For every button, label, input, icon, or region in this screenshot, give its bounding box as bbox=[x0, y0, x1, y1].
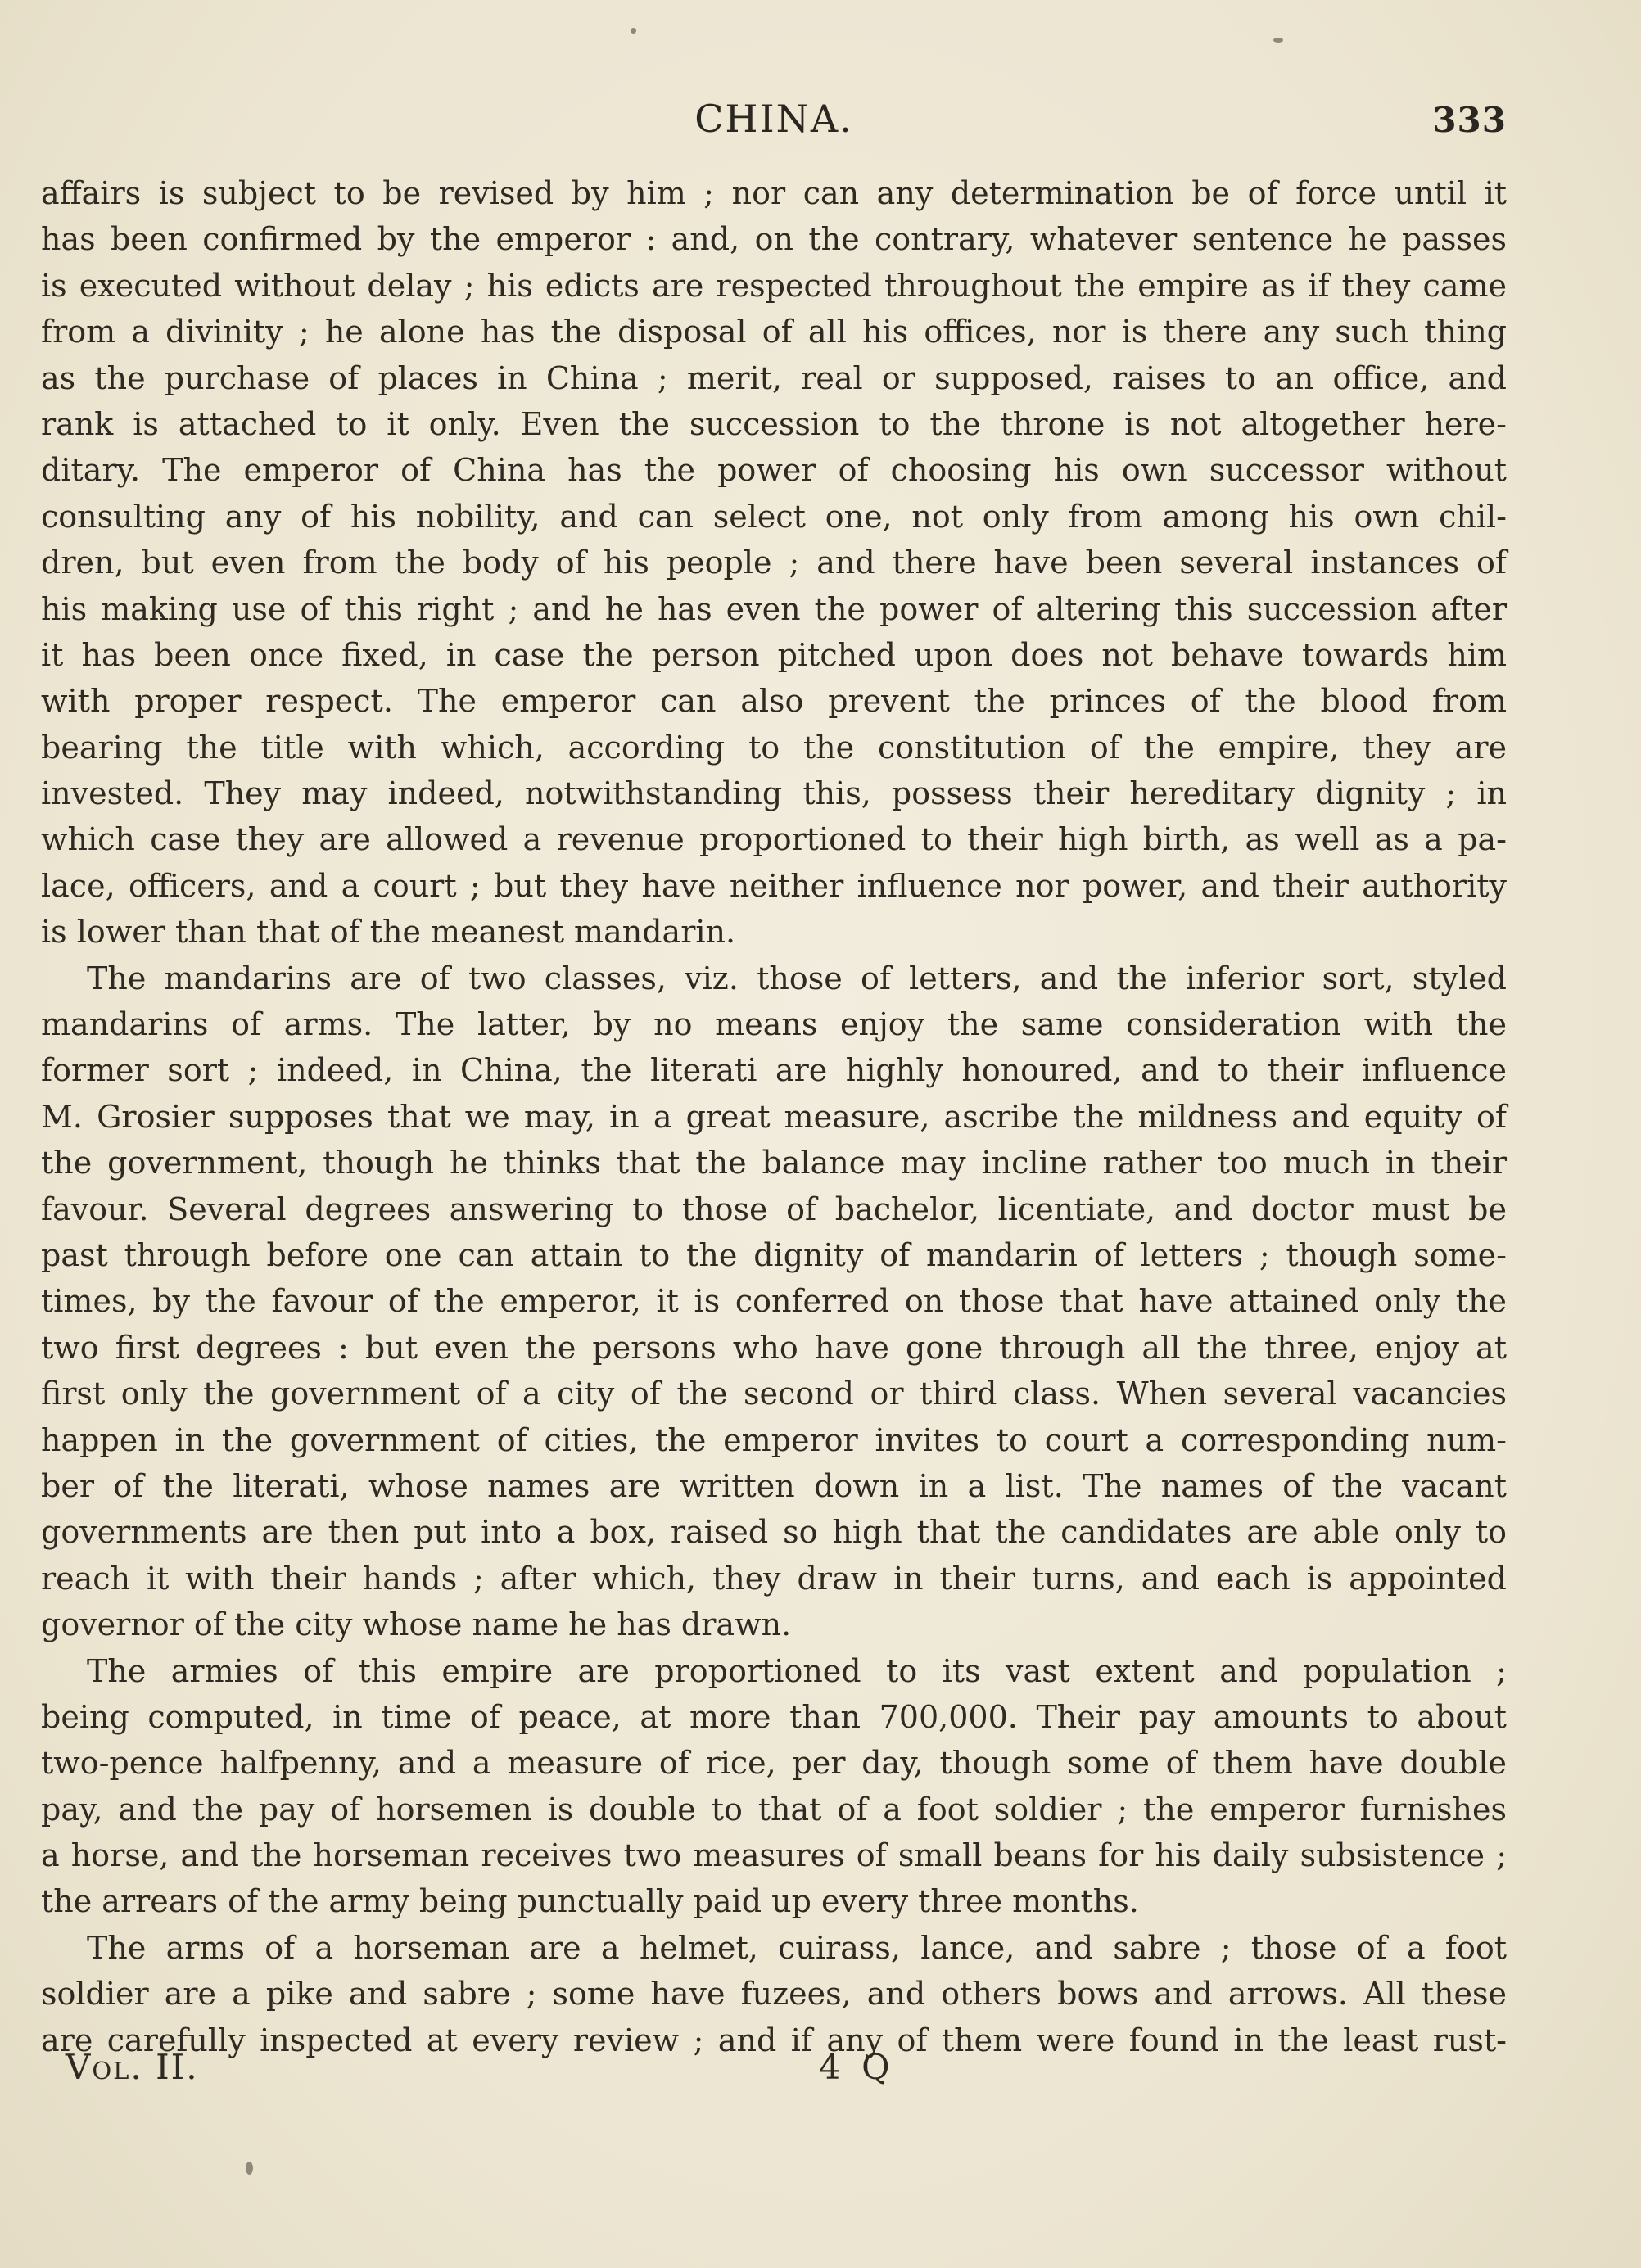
text-line: the government, though he thinks that the balance may incline rather too much in their bbox=[41, 1145, 1507, 1181]
paragraph-end-line: is lower than that of the meanest mandarin. bbox=[41, 914, 736, 951]
text-line: favour. Several degrees answering to those of bachelor, licentiate, and doctor must be bbox=[41, 1190, 1507, 1227]
text-line: first only the government of a city of the second or third class. When several vacancies bbox=[41, 1376, 1507, 1412]
ink-speck bbox=[246, 2162, 253, 2175]
page-footer bbox=[41, 2047, 1507, 2096]
text-line: happen in the government of cities, the emperor invites to court a corresponding num- bbox=[41, 1421, 1507, 1458]
text-line: has been confirmed by the emperor : and, on the contrary, whatever sentence he passes bbox=[41, 221, 1507, 258]
ink-speck bbox=[1273, 38, 1283, 43]
body-text bbox=[41, 170, 1507, 2063]
paragraph-start-line: The armies of this empire are proportioned to its vast extent and population ; bbox=[87, 1652, 1507, 1689]
text-line: it has been once fixed, in case the person pitched upon does not behave towards him bbox=[41, 636, 1507, 673]
text-line: affairs is subject to be revised by him ; nor can any determination be of force until it bbox=[41, 175, 1507, 211]
text-line: dren, but even from the body of his people ; and there have been several instances of bbox=[41, 544, 1507, 581]
text-line: bearing the title with which, according to the constitution of the empire, they are bbox=[41, 729, 1507, 766]
paragraph-start-line: The mandarins are of two classes, viz. those of letters, and the inferior sort, styled bbox=[87, 960, 1507, 996]
text-line: invested. They may indeed, notwithstanding this, possess their hereditary dignity ; in bbox=[41, 775, 1507, 812]
text-line: is executed without delay ; his edicts are respected throughout the empire as if they came bbox=[41, 267, 1507, 304]
volume-label: Vol. II. bbox=[66, 2047, 199, 2087]
text-line: ditary. The emperor of China has the power of choosing his own successor without bbox=[41, 452, 1507, 489]
page-header bbox=[41, 97, 1507, 146]
text-line: being computed, in time of peace, at more than 700,000. Their pay amounts to about bbox=[41, 1698, 1507, 1735]
text-line: former sort ; indeed, in China, the literati are highly honoured, and to their influence bbox=[41, 1052, 1507, 1089]
paragraph-start-line: The arms of a horseman are a helmet, cuirass, lance, and sabre ; those of a foot bbox=[87, 1929, 1507, 1966]
text-line: consulting any of his nobility, and can select one, not only from among his own chil- bbox=[41, 498, 1507, 535]
text-line: as the purchase of places in China ; merit, real or supposed, raises to an office, and bbox=[41, 359, 1507, 396]
text-line: two-pence halfpenny, and a measure of rice, per day, though some of them have double bbox=[41, 1745, 1507, 1782]
paragraph-end-line: the arrears of the army being punctually paid up every three months. bbox=[41, 1883, 1139, 1920]
text-line: two first degrees : but even the persons who have gone through all the three, enjoy at bbox=[41, 1329, 1507, 1366]
text-line: from a divinity ; he alone has the disposal of all his offices, nor is there any such thing bbox=[41, 314, 1507, 350]
text-line: ber of the literati, whose names are written down in a list. The names of the vacant bbox=[41, 1467, 1507, 1504]
text-line: M. Grosier supposes that we may, in a great measure, ascribe the mildness and equity of bbox=[41, 1098, 1507, 1135]
text-line: mandarins of arms. The latter, by no means enjoy the same consideration with the bbox=[41, 1006, 1507, 1043]
text-line: with proper respect. The emperor can also prevent the princes of the blood from bbox=[41, 683, 1507, 720]
text-line: pay, and the pay of horsemen is double to that of a foot soldier ; the emperor furnishes bbox=[41, 1791, 1507, 1828]
text-line: soldier are a pike and sabre ; some have fuzees, and others bows and arrows. All these bbox=[41, 1976, 1507, 2013]
text-line: reach it with their hands ; after which, they draw in their turns, and each is appointed bbox=[41, 1560, 1507, 1597]
ink-speck bbox=[631, 28, 636, 34]
running-title: CHINA. bbox=[694, 97, 853, 141]
text-line: rank is attached to it only. Even the succession to the throne is not altogether here- bbox=[41, 405, 1507, 442]
text-line: governments are then put into a box, raised so high that the candidates are able only to bbox=[41, 1514, 1507, 1551]
text-line: past through before one can attain to the dignity of mandarin of letters ; though some- bbox=[41, 1236, 1507, 1273]
text-line: a horse, and the horseman receives two measures of small beans for his daily subsistence ; bbox=[41, 1837, 1507, 1874]
text-line: are carefully inspected at every review ; and if any of them were found in the least rust- bbox=[41, 2022, 1507, 2058]
text-line: times, by the favour of the emperor, it is conferred on those that have attained only the bbox=[41, 1283, 1507, 1320]
text-line: lace, officers, and a court ; but they have neither influence nor power, and their authority bbox=[41, 867, 1507, 904]
text-line: which case they are allowed a revenue proportioned to their high birth, as well as a pa- bbox=[41, 821, 1507, 858]
text-line: his making use of this right ; and he has even the power of altering this succession after bbox=[41, 590, 1507, 627]
signature-mark: 4 Q bbox=[819, 2047, 895, 2087]
page-number: 333 bbox=[1432, 100, 1507, 140]
paragraph-end-line: governor of the city whose name he has drawn. bbox=[41, 1606, 792, 1643]
